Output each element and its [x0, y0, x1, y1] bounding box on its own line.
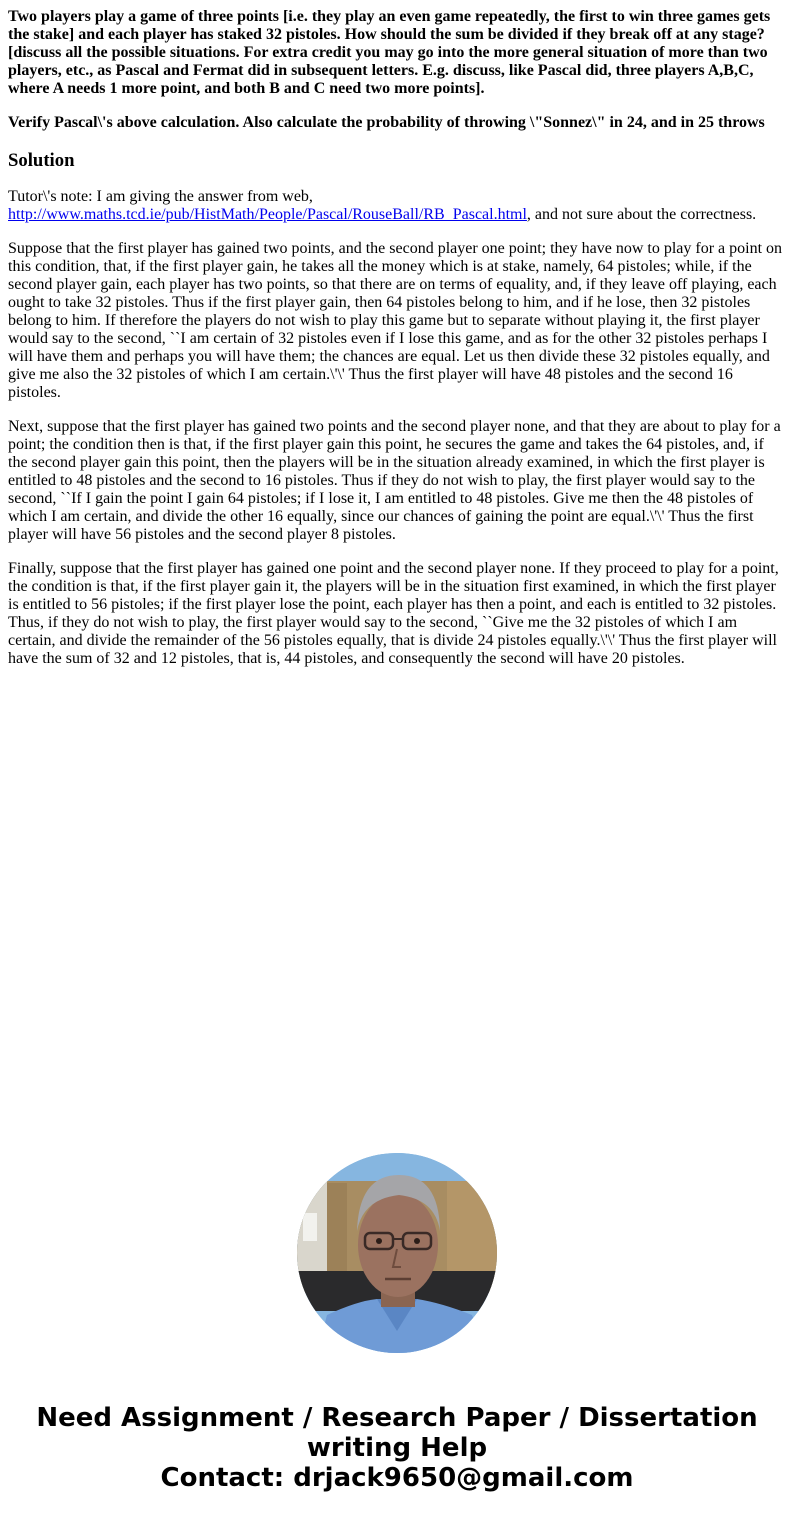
avatar [297, 1153, 497, 1353]
tutor-note-suffix: , and not sure about the correctness. [526, 206, 757, 223]
promo-headline: Need Assignment / Research Paper / Dissertation writing Help [36, 1403, 758, 1463]
promo-text [0, 1403, 794, 1493]
promo-block [0, 1153, 794, 1493]
promo-contact: Contact: drjack9650@gmail.com [160, 1463, 634, 1493]
page-content [0, 0, 794, 668]
tutor-portrait-icon [297, 1153, 497, 1353]
question-task: Verify Pascal\'s above calculation. Also calculate the probability of throwing \"Sonnez\" in 24, and in 25 throws [8, 114, 765, 131]
solution-heading: Solution [8, 150, 75, 171]
question-block [8, 8, 786, 132]
tutor-note-prefix: Tutor\'s note: I am giving the answer from web, [8, 188, 313, 205]
solution-paragraph-2: Next, suppose that the first player has gained two points and the second player none, and that they are about to play for a point; the condition then is that, if the first player gain this point, he secures the game and takes the 64 pistoles, and, if the second player gain this point, then the players will be in the situation already examined, in which the first player is entitled to 48 pistoles and the second to 16 pistoles. Thus if they do not wish to play, the first player would say to the second, ``If I gain the point I gain 64 pistoles; if I lose it, I am entitled to 48 pistoles. Give me then the 48 pistoles of which I am certain, and divide the other 16 equally, since our chances of gaining the point are equal.\'\' Thus the first player will have 56 pistoles and the second player 8 pistoles. [8, 418, 781, 543]
solution-body [8, 188, 786, 668]
question-text: Two players play a game of three points [i.e. they play an even game repeatedly, the first to win three games gets the stake] and each player has staked 32 pistoles. How should the sum be divided if they break off at any stage? [discuss all the possible situations. For extra credit you may go into the more general situation of more than two players, etc., as Pascal and Fermat did in subsequent letters. E.g. discuss, like Pascal did, three players A,B,C, where A needs 1 more point, and both B and C need two more points]. [8, 8, 771, 97]
solution-paragraph-1: Suppose that the first player has gained two points, and the second player one point; they have now to play for a point on this condition, that, if the first player gain, he takes all the money which is at stake, namely, 64 pistoles; while, if the second player gain, each player has two points, so that there are on terms of equality, and, if they leave off playing, each ought to take 32 pistoles. Thus if the first player gain, then 64 pistoles belong to him, and if he lose, then 32 pistoles belong to him. If therefore the players do not wish to play this game but to separate without playing it, the first player would say to the second, ``I am certain of 32 pistoles even if I lose this game, and as for the other 32 pistoles perhaps I will have them and perhaps you will have them; the chances are equal. Let us then divide these 32 pistoles equally, and give me also the 32 pistoles of which I am certain.\'\' Thus the first player will have 48 pistoles and the second 16 pistoles. [8, 240, 783, 401]
tutor-note [8, 188, 786, 224]
solution-paragraph-3: Finally, suppose that the first player has gained one point and the second player none. If they proceed to play for a point, the condition is that, if the first player gain it, the players will be in the situation first examined, in which the first player is entitled to 56 pistoles; if the first player lose the point, each player has then a point, and each is entitled to 32 pistoles. Thus, if they do not wish to play, the first player would say to the second, ``Give me the 32 pistoles of which I am certain, and divide the remainder of the 56 pistoles equally, that is divide 24 pistoles equally.\'\' Thus the first player will have the sum of 32 and 12 pistoles, that is, 44 pistoles, and consequently the second will have 20 pistoles. [8, 560, 779, 667]
source-link[interactable]: http://www.maths.tcd.ie/pub/HistMath/People/Pascal/RouseBall/RB_Pascal.html [8, 206, 527, 223]
